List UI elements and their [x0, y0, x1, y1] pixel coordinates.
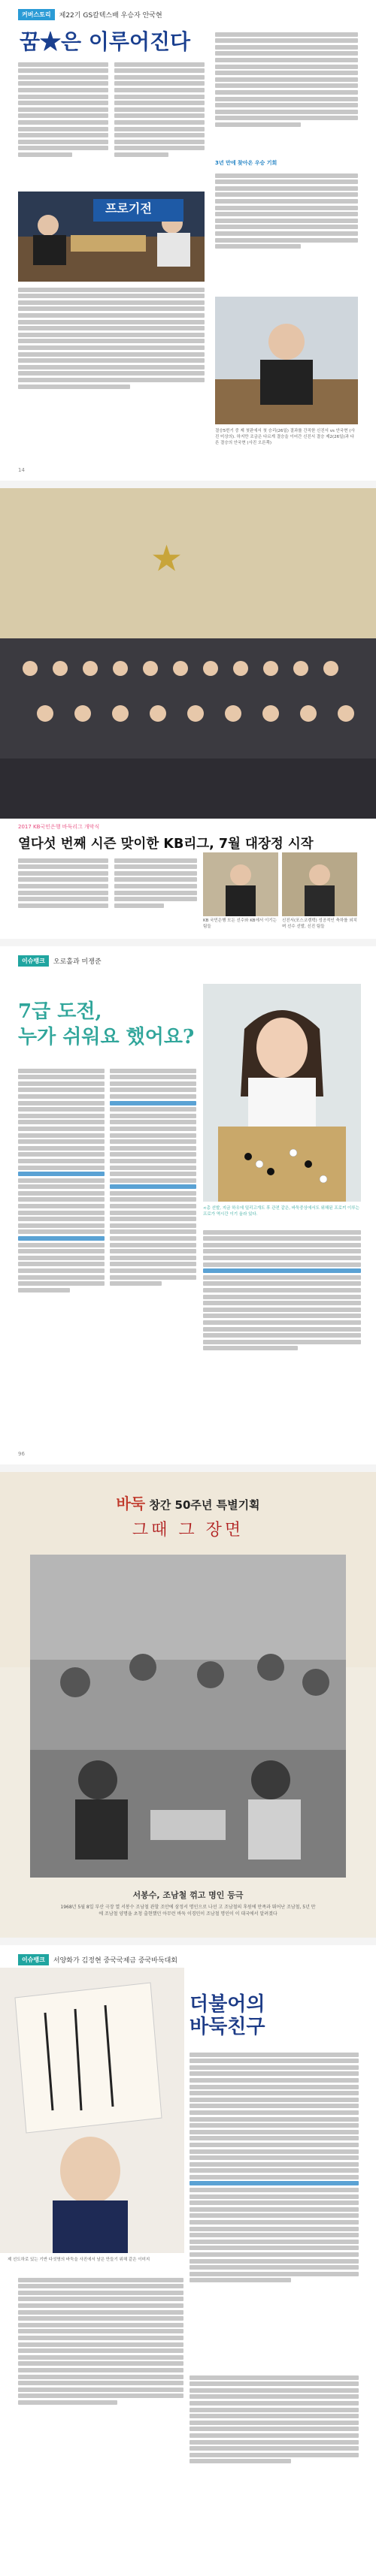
feature-title-main: 창간 50주년 특별기획 [149, 1498, 260, 1512]
body-column-right [190, 2050, 359, 2366]
title-line-2: 누가 쉬워요 했어요? [18, 1026, 195, 1048]
group-photo [0, 488, 376, 819]
body-column-left [18, 2276, 183, 2561]
body-column-1 [18, 60, 108, 188]
feature-subtitle: 서봉수, 조남철 꺾고 명인 등극 [132, 1890, 244, 1900]
body-column-4 [215, 171, 358, 291]
feature-title-prefix: 바둑 [116, 1495, 146, 1513]
page-cover-story [0, 0, 376, 481]
section-header [18, 1954, 177, 1965]
subheading: 3년 만에 찾아온 우승 기회 [215, 160, 277, 166]
ceremony-photo-left [203, 852, 278, 916]
feature-title [0, 1492, 376, 1513]
section-header [18, 955, 102, 967]
section-tag: 이슈뱅크 [18, 955, 49, 967]
page-title [190, 1993, 265, 2038]
section-header-text: 서양화가 김정현 중국국제금 중국바둑대회 [53, 1957, 177, 1965]
body-column-1 [18, 1066, 105, 1434]
photo-caption: 제 선도하로 있는 기반 다섯명의 바둑을 사진에서 남은 만들기 위해 같은 이미지 [8, 2258, 150, 2262]
photo-sign-text: 프로기전 [105, 201, 152, 216]
body-column-3 [215, 30, 358, 158]
title-line-1: 7급 도전, [18, 1000, 102, 1023]
body-column-3 [203, 1228, 361, 1423]
body-column-2 [110, 1066, 196, 1434]
title-line-2: 바둑친구 [190, 2016, 265, 2038]
page-artist-feature [0, 1945, 376, 2576]
archive-photo [30, 1555, 346, 1878]
news-column-1 [18, 856, 108, 931]
feature-big-title: 그때 그 장면 [132, 1521, 244, 1540]
interview-photo [203, 984, 361, 1202]
page-special-feature [0, 1472, 376, 1938]
news-kicker: 2017 KB국민은행 바둑리그 개막식 [18, 824, 100, 830]
caption-left: KB 국민은행 모든 선수와 KB에서 이기는 팀들 [203, 918, 277, 929]
photo-caption: 결승5번기 중 제 첫판에서 첫 승리(26일) 결과를 간직한 신진서 vs 안국현 (사진 미상의). 하지만 조금은 다르게 결승을 이어간 신진서 결승 제2(26일)과 다른 결승의 안국현 (사진 오른쪽) [215, 429, 355, 445]
caption-right: 신진서(포스코켐텍) 성공적인 축하를 외치며 선수 선발, 신진 팀들 [282, 918, 357, 929]
section-tag: 이슈뱅크 [18, 1954, 49, 1965]
section-tag: 커버스토리 [18, 9, 55, 20]
section-header-text: 오로홀과 미쟁준 [53, 958, 102, 966]
page-title: 꿈★은 이루어진다 [20, 29, 191, 54]
page-title [18, 999, 194, 1050]
news-column-2 [114, 856, 197, 931]
title-line-1: 더불어의 [190, 1993, 265, 2016]
svg-text:★: ★ [150, 538, 183, 580]
artist-photo [0, 1968, 184, 2253]
page-league-opening [0, 488, 376, 939]
body-column-5 [18, 285, 205, 428]
page-number: 96 [18, 1451, 25, 1457]
ceremony-photo-right [282, 852, 357, 916]
body-column-2 [114, 60, 205, 188]
news-title: 열다섯 번째 시즌 맞이한 KB리그, 7월 대장정 시작 [18, 837, 314, 852]
page-number: 14 [18, 467, 25, 473]
section-header [18, 9, 162, 20]
feature-body: 1968년 5월 8일 부산 극장 열 서봉수 조남철 관할 조안에 삼정서 명인으로 나선 고 조남철의 후원에 만족과 뛰어난 조남철, 5년 만에 조남철 양명을 초청 출현했던 아무런 바둑 이경민이 조남철 명인이 이 대국에서 알려졌다 [60, 1905, 316, 1917]
page-interview [0, 946, 376, 1464]
body-column-right-2 [190, 2373, 359, 2561]
photo-caption: <총 선발, 지금 하우에 밀리고개도 후 관전 같은, 바둑중상에서도 위해된 프로끼 이루는 프로가 역시간 이기 올라 있다. [203, 1206, 359, 1217]
portrait-photo [215, 297, 358, 424]
section-header-text: 제22기 GS칼텍스배 우승자 안국현 [59, 12, 162, 20]
